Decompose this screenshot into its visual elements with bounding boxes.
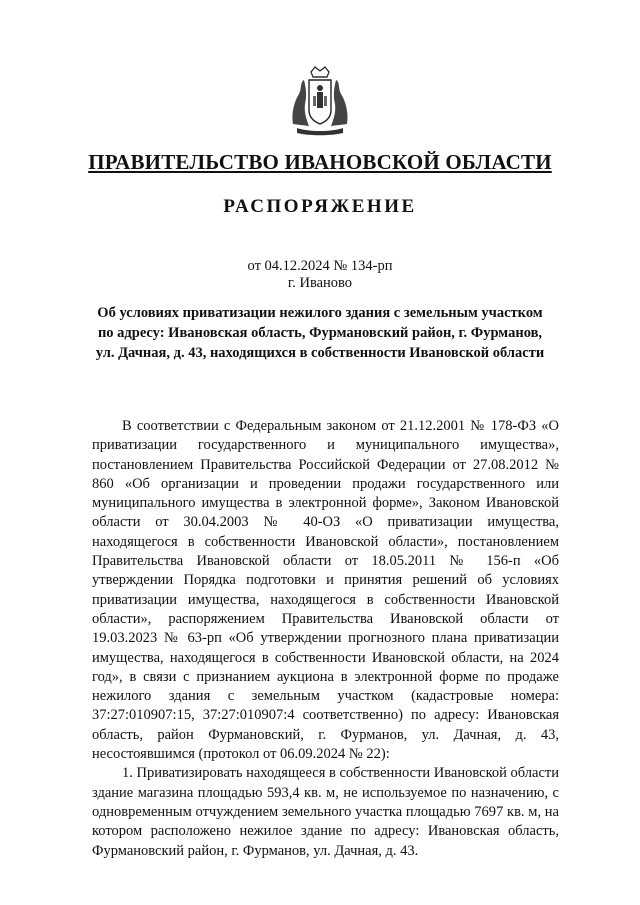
organization-title: ПРАВИТЕЛЬСТВО ИВАНОВСКОЙ ОБЛАСТИ <box>88 150 552 174</box>
document-body <box>92 417 559 861</box>
document-meta <box>60 258 580 292</box>
preamble-paragraph: В соответствии с Федеральным законом от 21.12.2001 № 178-ФЗ «О приватизации государственного и муниципального имущества», постановлением Правительства Российской Федерации от 27.08.2012 № 860 «Об организации и проведении продажи государственного или муниципального имущества в электронной форме», Законом Ивановской области от 30.04.2003 № 40-ОЗ «О приватизации имущества, находящегося в собственности Ивановской области», постановлением Правительства Ивановской области от 18.05.2011 № 156-п «Об утверждении Порядка подготовки и принятия решений об условиях приватизации имущества, находящегося в собственности Ивановской области», распоряжением Правительства Ивановской области от 19.03.2023 № 63-рп «Об утверждении прогнозного плана приватизации имущества, находящегося в собственности Ивановской области, на 2024 год», в связи с признанием аукциона в электронной форме по продаже нежилого здания с земельным участком (кадастровые номера: 37:27:010907:15, 37:27:010907:4 соответственно) по адресу: Ивановская область, район Фурмановский, г. Фурманов, ул. Дачная, д. 43, несостоявшимся (протокол от 06.09.2024 № 22): <box>92 418 559 763</box>
document-subject: Об условиях приватизации нежилого здания с земельным участком по адресу: Ивановская область, Фурмановский район, г. Фурманов, ул. Дачная, д. 43, находящихся в собственности Ивановской области <box>95 305 545 361</box>
clause-1-paragraph: 1. Приватизировать находящееся в собственности Ивановской области здание магазина площадью 593,4 кв. м, не используемое по назначению, с одновременным отчуждением земельного участка площадью 7697 кв. м, на котором расположено нежилое здание по адресу: Ивановская область, Фурмановский район, г. Фурманов, ул. Дачная, д. 43. <box>92 765 559 859</box>
date-number: от 04.12.2024 № 134-рп <box>247 258 393 274</box>
city: г. Иваново <box>287 275 353 291</box>
document-type: РАСПОРЯЖЕНИЕ <box>223 196 417 217</box>
ivanovo-coat-of-arms-icon <box>289 66 351 136</box>
